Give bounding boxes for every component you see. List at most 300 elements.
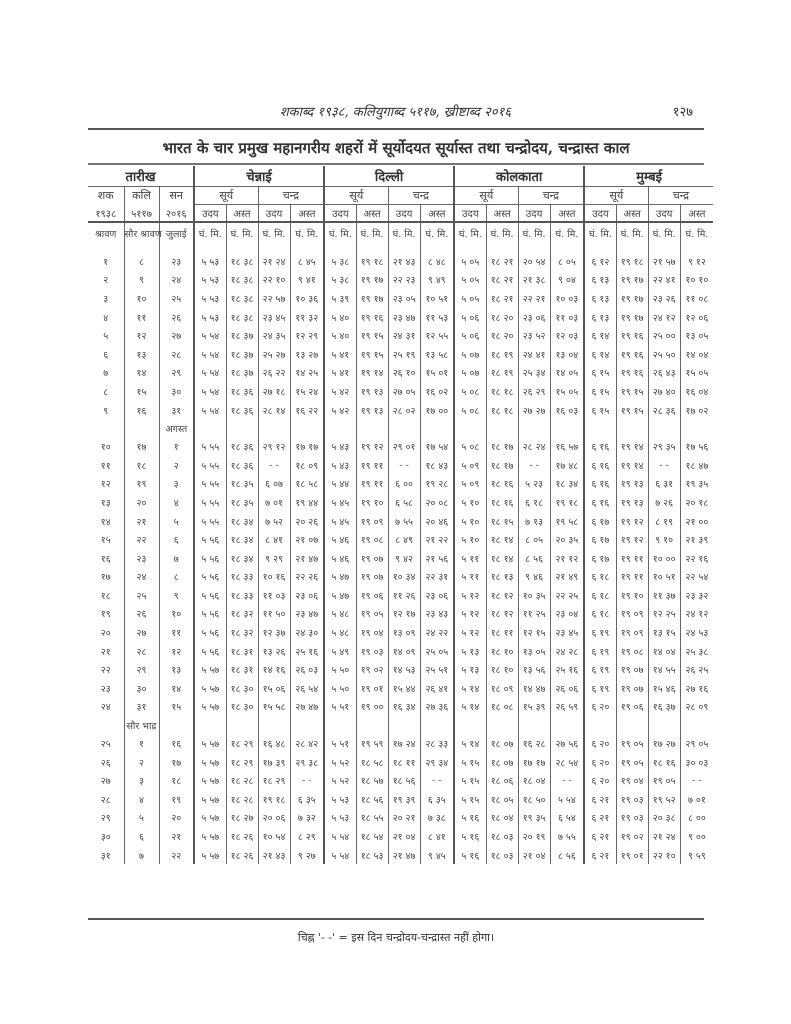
table-row — [88, 698, 713, 717]
mumbai-sun-set: १९ ०३ — [616, 790, 648, 809]
kali-date: ५ — [124, 809, 159, 828]
sun-header: सूर्य — [454, 187, 518, 205]
kolkata-sun-set-header: अस्त — [486, 205, 518, 223]
delhi-moon-rise: १४ ५३ — [388, 660, 420, 679]
chennai-sun-rise: ५ ५४ — [194, 364, 226, 383]
delhi-moon-set: २१ ५६ — [420, 549, 454, 568]
mumbai-sun-rise: ६ १७ — [584, 512, 616, 531]
empty-cell — [324, 419, 356, 437]
delhi-sun-rise: ५ ४४ — [324, 475, 356, 494]
delhi-sun-rise: ५ ५४ — [324, 827, 356, 846]
empty-cell — [356, 419, 388, 437]
mumbai-moon-set: २७ १६ — [680, 679, 713, 698]
chennai-moon-rise: २१ ४३ — [258, 846, 290, 865]
san-date: ६ — [159, 530, 194, 549]
kolkata-sun-set: १८ ०३ — [486, 846, 518, 865]
table-row — [88, 401, 713, 420]
delhi-moon-set: १२ ५५ — [420, 326, 454, 345]
table-row — [88, 642, 713, 661]
chennai-moon-rise: २१ २४ — [258, 252, 290, 271]
delhi-moon-set: ८ ४१ — [420, 827, 454, 846]
kolkata-moon-set: २१ ४९ — [550, 568, 584, 587]
moon-header: चन्द्र — [258, 187, 324, 205]
kolkata-sun-rise: ५ १६ — [454, 827, 486, 846]
mumbai-sun-rise: ६ २० — [584, 753, 616, 772]
empty-cell — [616, 419, 648, 437]
san-date: ७ — [159, 549, 194, 568]
mumbai-moon-set: ८ ०० — [680, 809, 713, 828]
empty-cell — [159, 716, 194, 734]
delhi-moon-rise: २३ ४७ — [388, 308, 420, 327]
mumbai-sun-rise: ६ २० — [584, 734, 616, 753]
mumbai-moon-rise: १० ०० — [648, 549, 680, 568]
kolkata-sun-set: १८ १९ — [486, 364, 518, 383]
shaka-date: ४ — [88, 308, 124, 327]
kolkata-moon-rise: २७ २७ — [518, 401, 550, 420]
kolkata-moon-rise: २६ २९ — [518, 382, 550, 401]
empty-cell — [680, 716, 713, 734]
month-label: सौर भाद्र — [124, 716, 159, 734]
kolkata-sun-set: १८ ०६ — [486, 771, 518, 790]
delhi-sun-rise: ५ ४२ — [324, 401, 356, 420]
shaka-date: १२ — [88, 475, 124, 494]
chennai-sun-set-header: अस्त — [226, 205, 258, 223]
empty-cell — [388, 716, 420, 734]
kali-date: १९ — [124, 475, 159, 494]
delhi-moon-set: २९ ३४ — [420, 753, 454, 772]
mumbai-sun-rise: ६ १८ — [584, 586, 616, 605]
kolkata-moon-set: २३ ०४ — [550, 605, 584, 624]
kali-date: २१ — [124, 512, 159, 531]
mumbai-sun-rise: ६ १९ — [584, 642, 616, 661]
mumbai-moon-rise: ९ १० — [648, 530, 680, 549]
delhi-sun-set: १९ ०१ — [356, 679, 388, 698]
delhi-moon-set: १३ ५८ — [420, 345, 454, 364]
kolkata-moon-rise: २८ २४ — [518, 437, 550, 456]
chennai-sun-set: १८ २९ — [226, 734, 258, 753]
chennai-sun-rise: ५ ५७ — [194, 660, 226, 679]
delhi-moon-set: २५ ०५ — [420, 642, 454, 661]
chennai-moon-set: २५ १६ — [290, 642, 324, 661]
chennai-moon-rise: ७ ०१ — [258, 493, 290, 512]
table-row — [88, 605, 713, 624]
delhi-sun-set: १९ ११ — [356, 456, 388, 475]
kolkata-sun-rise: ५ ०७ — [454, 364, 486, 383]
kolkata-sun-rise: ५ १२ — [454, 586, 486, 605]
empty-cell — [584, 419, 616, 437]
chennai-moon-rise: १४ १६ — [258, 660, 290, 679]
delhi-moon-set: २५ ५१ — [420, 660, 454, 679]
mumbai-sun-set: १९ १६ — [616, 326, 648, 345]
chennai-sun-rise: ५ ५७ — [194, 698, 226, 717]
chennai-moon-rise: १५ ०६ — [258, 679, 290, 698]
delhi-moon-set: २३ ४३ — [420, 605, 454, 624]
empty-cell — [324, 716, 356, 734]
kali-date: १६ — [124, 401, 159, 420]
kolkata-moon-rise: १० ३५ — [518, 586, 550, 605]
delhi-moon-rise: १३ ०९ — [388, 623, 420, 642]
delhi-moon-rise: २६ १० — [388, 364, 420, 383]
shaka-date: २३ — [88, 679, 124, 698]
chennai-sun-set: १८ ३३ — [226, 586, 258, 605]
empty-cell — [420, 716, 454, 734]
empty-cell — [648, 716, 680, 734]
chennai-sun-set: १८ ३४ — [226, 530, 258, 549]
mumbai-moon-set: २२ ५४ — [680, 568, 713, 587]
kali-date: ११ — [124, 308, 159, 327]
chennai-sun-set: १८ ३६ — [226, 437, 258, 456]
chennai-moon-set: २२ २६ — [290, 568, 324, 587]
kolkata-sun-rise: ५ ०७ — [454, 345, 486, 364]
mumbai-moon-rise: ६ ३१ — [648, 475, 680, 494]
delhi-sun-rise: ५ ४८ — [324, 623, 356, 642]
kali-header: कलि — [124, 187, 159, 205]
table-row — [88, 734, 713, 753]
mumbai-sun-rise: ६ १४ — [584, 326, 616, 345]
mumbai-moon-set: १८ ४७ — [680, 456, 713, 475]
san-date: २५ — [159, 289, 194, 308]
kali-date: १३ — [124, 345, 159, 364]
chennai-sun-rise: ५ ५७ — [194, 827, 226, 846]
delhi-moon-set: - - — [420, 771, 454, 790]
delhi-moon-rise: २१ ०४ — [388, 827, 420, 846]
table-row — [88, 809, 713, 828]
mumbai-sun-set: १९ १४ — [616, 437, 648, 456]
mumbai-sun-set: १९ ११ — [616, 568, 648, 587]
san-date: २३ — [159, 252, 194, 271]
kolkata-moon-rise: २३ ५२ — [518, 326, 550, 345]
table-row — [88, 493, 713, 512]
mumbai-sun-set: १९ ०९ — [616, 623, 648, 642]
chennai-sun-rise: ५ ५७ — [194, 753, 226, 772]
mumbai-moon-rise: २१ २४ — [648, 827, 680, 846]
kolkata-moon-set: २८ ५४ — [550, 753, 584, 772]
kolkata-moon-set: २२ २५ — [550, 586, 584, 605]
shaka-date: ८ — [88, 382, 124, 401]
kolkata-moon-rise: ५ २३ — [518, 475, 550, 494]
table-row — [88, 679, 713, 698]
title-rule — [88, 163, 704, 165]
kolkata-moon-set: ७ ५५ — [550, 827, 584, 846]
unit-label: घं. मि. — [194, 222, 226, 244]
chennai-moon-set: २० २६ — [290, 512, 324, 531]
kolkata-moon-rise: २० १९ — [518, 827, 550, 846]
san-date: ४ — [159, 493, 194, 512]
mumbai-sun-set: १९ ०७ — [616, 660, 648, 679]
chennai-sun-rise: ५ ५७ — [194, 846, 226, 865]
kali-date: १४ — [124, 364, 159, 383]
kolkata-sun-rise: ५ ०८ — [454, 382, 486, 401]
kolkata-sun-rise: ५ १४ — [454, 698, 486, 717]
delhi-moon-rise: १८ ११ — [388, 753, 420, 772]
kolkata-sun-rise: ५ ०९ — [454, 456, 486, 475]
chennai-sun-rise: ५ ५५ — [194, 493, 226, 512]
sun-header: सूर्य — [324, 187, 388, 205]
kolkata-sun-rise: ५ १५ — [454, 753, 486, 772]
city-header-chennai: चेन्नाई — [194, 166, 324, 187]
kolkata-sun-set: १८ १० — [486, 642, 518, 661]
chennai-moon-rise: ९ २९ — [258, 549, 290, 568]
mumbai-moon-set-header: अस्त — [680, 205, 713, 223]
kolkata-sun-rise: ५ १४ — [454, 734, 486, 753]
delhi-moon-set: २२ ३१ — [420, 568, 454, 587]
kali-date: १० — [124, 289, 159, 308]
delhi-sun-set: १९ १५ — [356, 326, 388, 345]
chennai-sun-rise: ५ ५४ — [194, 345, 226, 364]
delhi-sun-rise: ५ ३९ — [324, 289, 356, 308]
chennai-moon-set: २४ ३० — [290, 623, 324, 642]
kolkata-sun-rise: ५ ०६ — [454, 326, 486, 345]
kali-date: २९ — [124, 660, 159, 679]
table-row — [88, 475, 713, 494]
delhi-sun-rise: ५ ५४ — [324, 846, 356, 865]
mumbai-moon-rise: २२ १० — [648, 846, 680, 865]
kolkata-sun-rise: ५ १६ — [454, 809, 486, 828]
chennai-moon-rise: १८ २९ — [258, 771, 290, 790]
month-label: अगस्त — [159, 419, 194, 437]
chennai-moon-rise: २४ ३५ — [258, 326, 290, 345]
mumbai-sun-rise: ६ १३ — [584, 308, 616, 327]
kolkata-sun-set: १८ १६ — [486, 475, 518, 494]
delhi-sun-rise: ५ ४५ — [324, 512, 356, 531]
mumbai-moon-set: २३ ३२ — [680, 586, 713, 605]
mumbai-sun-rise: ६ १६ — [584, 493, 616, 512]
kolkata-moon-set: २५ १६ — [550, 660, 584, 679]
mumbai-moon-rise: २१ ५७ — [648, 252, 680, 271]
chennai-sun-set: १८ २७ — [226, 809, 258, 828]
kolkata-sun-set: १८ २० — [486, 308, 518, 327]
mumbai-moon-rise: २४ १२ — [648, 308, 680, 327]
delhi-moon-set: १७ ५४ — [420, 437, 454, 456]
delhi-sun-rise: ५ ४३ — [324, 456, 356, 475]
mumbai-moon-rise: २२ ४१ — [648, 271, 680, 290]
mumbai-sun-set: १९ ०५ — [616, 753, 648, 772]
month-kali: सौर श्रावण — [124, 222, 159, 244]
city-header-mumbai: मुम्बई — [584, 166, 713, 187]
kolkata-moon-set: २३ ४५ — [550, 623, 584, 642]
kolkata-moon-set: ५ ५४ — [550, 790, 584, 809]
chennai-sun-rise: ५ ५३ — [194, 252, 226, 271]
mumbai-moon-set: १६ ०४ — [680, 382, 713, 401]
mumbai-sun-rise: ६ १६ — [584, 437, 616, 456]
chennai-moon-rise: १५ ५८ — [258, 698, 290, 717]
kolkata-sun-set: १८ १९ — [486, 345, 518, 364]
delhi-sun-rise: ५ ४१ — [324, 345, 356, 364]
chennai-sun-rise: ५ ५५ — [194, 437, 226, 456]
mumbai-sun-set: १९ १३ — [616, 475, 648, 494]
table-title: भारत के चार प्रमुख महानगरीय शहरों में सूर्योदयत सूर्यास्त तथा चन्द्रोदय, चन्द्रास्त काल — [162, 139, 630, 157]
mumbai-moon-set: ९ ५९ — [680, 846, 713, 865]
delhi-sun-set: १८ ५३ — [356, 846, 388, 865]
mumbai-moon-set: १९ ३५ — [680, 475, 713, 494]
table-row — [88, 753, 713, 772]
delhi-sun-rise: ५ ४१ — [324, 364, 356, 383]
empty-cell — [518, 716, 550, 734]
chennai-moon-rise: - - — [258, 456, 290, 475]
chennai-moon-set: १२ २९ — [290, 326, 324, 345]
delhi-sun-set: १९ १७ — [356, 271, 388, 290]
unit-label: घं. मि. — [356, 222, 388, 244]
chennai-sun-set: १८ ३४ — [226, 549, 258, 568]
mumbai-sun-set: १९ १२ — [616, 512, 648, 531]
chennai-moon-set: १४ २५ — [290, 364, 324, 383]
chennai-sun-set: १८ ३७ — [226, 364, 258, 383]
unit-label: घं. मि. — [324, 222, 356, 244]
chennai-sun-set: १८ ३१ — [226, 660, 258, 679]
san-date: २४ — [159, 271, 194, 290]
san-date: २ — [159, 456, 194, 475]
kolkata-moon-rise: १६ २८ — [518, 734, 550, 753]
san-year: २०१६ — [159, 205, 194, 223]
delhi-sun-rise: ५ ५२ — [324, 771, 356, 790]
mumbai-sun-rise: ६ १७ — [584, 549, 616, 568]
mumbai-moon-rise: २७ ४० — [648, 382, 680, 401]
table-row — [88, 827, 713, 846]
delhi-moon-rise: २५ १९ — [388, 345, 420, 364]
kali-date: २ — [124, 753, 159, 772]
mumbai-sun-set-header: अस्त — [616, 205, 648, 223]
chennai-moon-rise: २० ०६ — [258, 809, 290, 828]
shaka-date: ७ — [88, 364, 124, 383]
mumbai-moon-set: ९ ०० — [680, 827, 713, 846]
mumbai-moon-set: २४ १२ — [680, 605, 713, 624]
mumbai-sun-set: १९ १६ — [616, 345, 648, 364]
san-date: १ — [159, 437, 194, 456]
chennai-moon-rise: २९ १२ — [258, 437, 290, 456]
empty-cell — [124, 419, 159, 437]
kolkata-sun-set: १८ ०५ — [486, 790, 518, 809]
month-break-row — [88, 419, 713, 437]
chennai-moon-set: ७ ३२ — [290, 809, 324, 828]
kolkata-moon-set: १७ ४८ — [550, 456, 584, 475]
kolkata-sun-set: १८ १६ — [486, 493, 518, 512]
kali-date: २२ — [124, 530, 159, 549]
unit-label: घं. मि. — [226, 222, 258, 244]
shaka-date: १४ — [88, 512, 124, 531]
kolkata-sun-rise: ५ ०९ — [454, 475, 486, 494]
delhi-sun-rise: ५ ५० — [324, 660, 356, 679]
chennai-sun-set: १८ ३७ — [226, 326, 258, 345]
chennai-sun-rise: ५ ५४ — [194, 326, 226, 345]
delhi-sun-set: १९ १० — [356, 493, 388, 512]
delhi-moon-set: १६ ०२ — [420, 382, 454, 401]
kali-date: १ — [124, 734, 159, 753]
mumbai-sun-set: १९ १० — [616, 586, 648, 605]
mumbai-moon-rise: २६ ४३ — [648, 364, 680, 383]
table-row — [88, 568, 713, 587]
san-date: ३१ — [159, 401, 194, 420]
delhi-sun-rise: ५ ५२ — [324, 753, 356, 772]
chennai-sun-rise: ५ ५४ — [194, 382, 226, 401]
chennai-sun-set: १८ २८ — [226, 790, 258, 809]
kolkata-sun-set: १८ ०७ — [486, 753, 518, 772]
mumbai-sun-rise: ६ २१ — [584, 827, 616, 846]
mumbai-sun-set: १९ १४ — [616, 456, 648, 475]
chennai-sun-rise: ५ ५७ — [194, 771, 226, 790]
shaka-date: ५ — [88, 326, 124, 345]
mumbai-sun-rise: ६ २१ — [584, 790, 616, 809]
empty-cell — [680, 419, 713, 437]
kolkata-moon-set: २४ २८ — [550, 642, 584, 661]
kolkata-sun-rise: ५ ०८ — [454, 437, 486, 456]
kolkata-moon-rise: १९ ३५ — [518, 809, 550, 828]
chennai-sun-set: १८ ३४ — [226, 512, 258, 531]
table-row — [88, 790, 713, 809]
delhi-sun-rise: ५ ४३ — [324, 437, 356, 456]
chennai-sun-set: १८ ३६ — [226, 401, 258, 420]
delhi-sun-rise: ५ ३८ — [324, 252, 356, 271]
kolkata-moon-set: १८ ३४ — [550, 475, 584, 494]
chennai-moon-set: १६ २२ — [290, 401, 324, 420]
table-row — [88, 660, 713, 679]
spacer-row — [88, 244, 713, 252]
mumbai-moon-set: १२ ०६ — [680, 308, 713, 327]
san-date: १९ — [159, 790, 194, 809]
unit-label: घं. मि. — [584, 222, 616, 244]
shaka-date: ९ — [88, 401, 124, 420]
kolkata-sun-rise: ५ ०५ — [454, 271, 486, 290]
kolkata-sun-set: १८ ११ — [486, 623, 518, 642]
chennai-moon-rise: २६ २२ — [258, 364, 290, 383]
san-date: १० — [159, 605, 194, 624]
unit-label: घं. मि. — [616, 222, 648, 244]
shaka-date: १६ — [88, 549, 124, 568]
shaka-date: १८ — [88, 586, 124, 605]
delhi-moon-rise: १८ ५६ — [388, 771, 420, 790]
chennai-sun-set: १८ ३८ — [226, 308, 258, 327]
mumbai-moon-set: १४ ०४ — [680, 345, 713, 364]
chennai-sun-set: १८ २६ — [226, 827, 258, 846]
table-row — [88, 382, 713, 401]
mumbai-moon-set: २४ ५३ — [680, 623, 713, 642]
delhi-moon-rise: १९ ३९ — [388, 790, 420, 809]
mumbai-moon-rise: १८ १६ — [648, 753, 680, 772]
mumbai-moon-set: १० १० — [680, 271, 713, 290]
unit-label: घं. मि. — [680, 222, 713, 244]
kali-date: २६ — [124, 605, 159, 624]
kali-date: ८ — [124, 252, 159, 271]
kolkata-sun-rise: ५ ११ — [454, 568, 486, 587]
delhi-moon-rise: २१ ४३ — [388, 252, 420, 271]
mumbai-moon-rise: २५ ५० — [648, 345, 680, 364]
chennai-moon-set: १० ३६ — [290, 289, 324, 308]
chennai-sun-rise: ५ ५७ — [194, 809, 226, 828]
chennai-sun-rise: ५ ५६ — [194, 549, 226, 568]
chennai-moon-rise: २३ ४५ — [258, 308, 290, 327]
delhi-sun-rise: ५ ४७ — [324, 568, 356, 587]
kolkata-sun-rise: ५ ०५ — [454, 252, 486, 271]
san-date: १६ — [159, 734, 194, 753]
chennai-moon-rise: २२ १० — [258, 271, 290, 290]
san-date: २६ — [159, 308, 194, 327]
shaka-header: शक — [88, 187, 124, 205]
kolkata-sun-set: १८ २१ — [486, 252, 518, 271]
empty-cell — [486, 716, 518, 734]
empty-cell — [518, 419, 550, 437]
mumbai-sun-set: १९ ०२ — [616, 827, 648, 846]
chennai-sun-rise: ५ ५६ — [194, 530, 226, 549]
kolkata-sun-set: १८ १७ — [486, 437, 518, 456]
delhi-sun-rise-header: उदय — [324, 205, 356, 223]
kolkata-moon-set: - - — [550, 771, 584, 790]
delhi-moon-set: २६ ४१ — [420, 679, 454, 698]
mumbai-sun-set: १९ ०७ — [616, 679, 648, 698]
san-date: २७ — [159, 326, 194, 345]
chennai-moon-rise: १२ ३७ — [258, 623, 290, 642]
chennai-moon-set: २१ ४७ — [290, 549, 324, 568]
kolkata-moon-rise: २३ ०६ — [518, 308, 550, 327]
kali-date: १७ — [124, 437, 159, 456]
